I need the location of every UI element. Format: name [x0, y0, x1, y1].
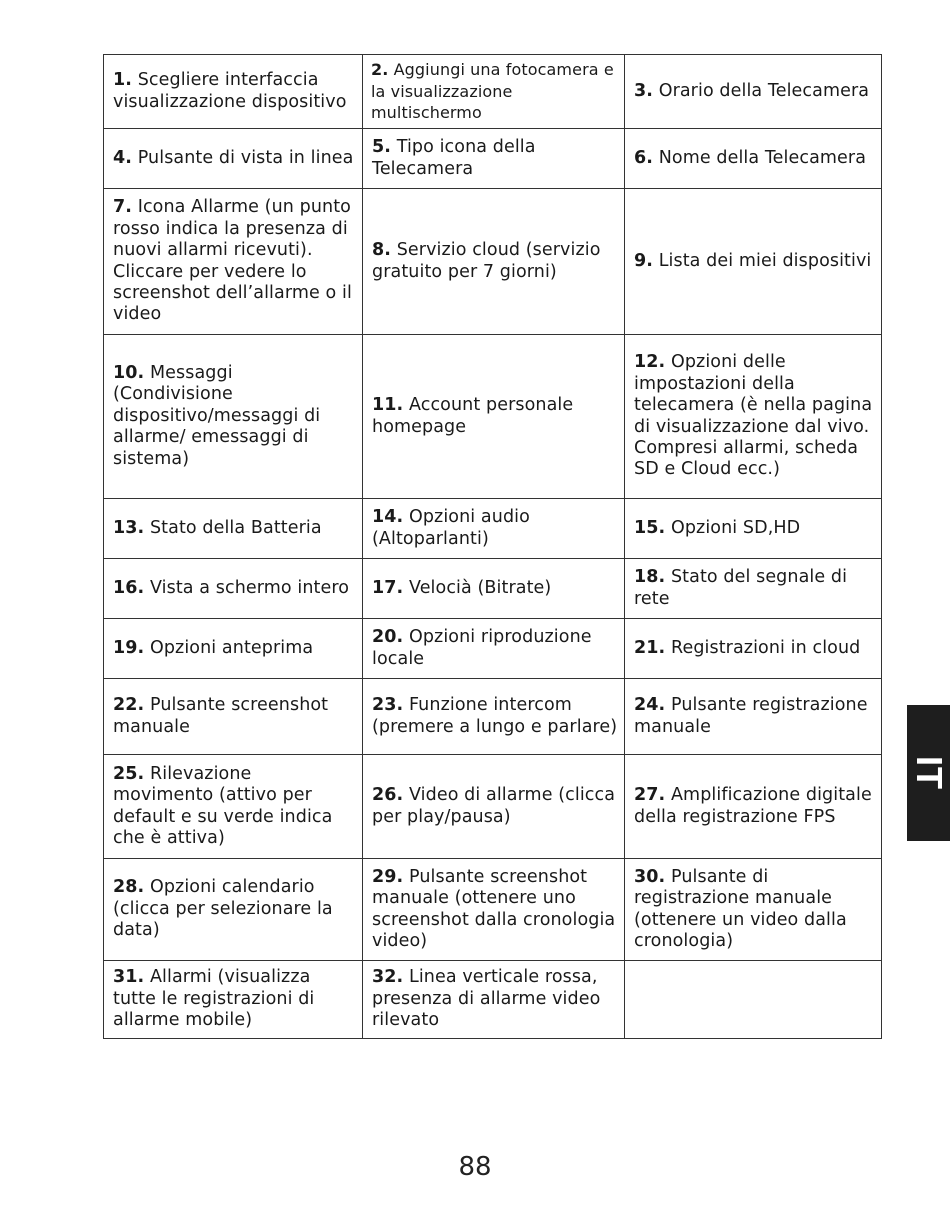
- table-cell: [104, 129, 363, 189]
- item-description: Opzioni delle impostazioni della telecamera (è nella pagina di visualizzazione dal vivo. Compresi allarmi, scheda SD e Cloud ecc.): [634, 352, 873, 480]
- table-row: [104, 129, 882, 189]
- table-cell: [363, 755, 625, 859]
- table-cell: [625, 755, 882, 859]
- item-description: Opzioni anteprima: [144, 637, 314, 658]
- table-cell: [363, 859, 625, 961]
- table-cell: [625, 189, 882, 335]
- table-cell: [363, 189, 625, 335]
- item-number: 6.: [634, 147, 654, 168]
- item-description: Tipo icona della Telecamera: [372, 137, 536, 179]
- item-description: Velocià (Bitrate): [403, 577, 552, 598]
- table-cell: [104, 619, 363, 679]
- item-number: 27.: [634, 785, 666, 806]
- item-description: Icona Allarme (un punto rosso indica la presenza di nuovi allarmi ricevuti). Cliccare per vedere lo screenshot dell’allarme o il video: [113, 197, 352, 325]
- item-description: Nome della Telecamera: [653, 147, 867, 168]
- item-description: Scegliere interfaccia visualizzazione dispositivo: [113, 70, 347, 112]
- item-description: Orario della Telecamera: [653, 80, 870, 101]
- item-description: Allarmi (visualizza tutte le registrazioni di allarme mobile): [113, 967, 315, 1031]
- table-cell: [104, 55, 363, 129]
- table-cell: [363, 499, 625, 559]
- table-cell: [625, 129, 882, 189]
- item-number: 7.: [113, 197, 133, 218]
- item-number: 3.: [634, 80, 654, 101]
- item-description: Registrazioni in cloud: [665, 637, 861, 658]
- table-row: [104, 619, 882, 679]
- table-row: [104, 189, 882, 335]
- table-cell: [625, 559, 882, 619]
- table-row: [104, 679, 882, 755]
- item-number: 15.: [634, 517, 666, 538]
- item-number: 11.: [372, 395, 404, 416]
- item-number: 16.: [113, 577, 145, 598]
- item-number: 12.: [634, 352, 666, 373]
- item-number: 29.: [372, 866, 404, 887]
- item-number: 25.: [113, 763, 145, 784]
- item-number: 17.: [372, 577, 404, 598]
- table-cell: [625, 679, 882, 755]
- item-number: 22.: [113, 695, 145, 716]
- item-number: 23.: [372, 695, 404, 716]
- item-description: Pulsante registrazione manuale: [634, 695, 868, 737]
- item-description: Opzioni SD,HD: [665, 517, 801, 538]
- item-description: Aggiungi una fotocamera e la visualizzazione multischermo: [371, 60, 614, 123]
- item-description: Amplificazione digitale della registrazione FPS: [634, 785, 872, 827]
- table-row: [104, 859, 882, 961]
- item-description: Rilevazione movimento (attivo per default e su verde indica che è attiva): [113, 763, 333, 848]
- table-cell: [625, 859, 882, 961]
- item-number: 14.: [372, 507, 404, 528]
- table-cell: [363, 129, 625, 189]
- table-row: [104, 755, 882, 859]
- item-number: 4.: [113, 147, 133, 168]
- item-description: Servizio cloud (servizio gratuito per 7 giorni): [372, 240, 601, 282]
- item-description: Video di allarme (clicca per play/pausa): [372, 785, 616, 827]
- table-cell: [104, 559, 363, 619]
- item-number: 2.: [371, 60, 389, 80]
- table-row: [104, 335, 882, 499]
- page-number: 88: [458, 1152, 492, 1182]
- language-tab-label: IT: [908, 756, 950, 790]
- item-number: 9.: [634, 250, 654, 271]
- item-description: Pulsante screenshot manuale: [113, 695, 329, 737]
- item-description: Stato della Batteria: [144, 517, 322, 538]
- table-cell: [625, 619, 882, 679]
- item-description: Stato del segnale di rete: [634, 567, 848, 609]
- item-number: 31.: [113, 967, 145, 988]
- item-description: Messaggi (Condivisione dispositivo/messaggi di allarme/ emessaggi di sistema): [113, 362, 321, 469]
- item-number: 32.: [372, 967, 404, 988]
- item-number: 5.: [372, 137, 392, 158]
- legend-table: [103, 54, 882, 1039]
- item-description: Funzione intercom (premere a lungo e parlare): [372, 695, 618, 737]
- table-cell: [625, 961, 882, 1039]
- item-number: 19.: [113, 637, 145, 658]
- table-cell: [363, 55, 625, 129]
- item-number: 8.: [372, 240, 392, 261]
- item-description: Lista dei miei dispositivi: [653, 250, 872, 271]
- table-cell: [104, 499, 363, 559]
- language-tab: [907, 705, 950, 841]
- item-number: 28.: [113, 877, 145, 898]
- table-cell: [104, 679, 363, 755]
- item-description: Opzioni audio (Altoparlanti): [372, 507, 530, 549]
- table-row: [104, 499, 882, 559]
- item-number: 10.: [113, 362, 145, 383]
- item-description: Opzioni calendario (clicca per selezionare la data): [113, 877, 333, 941]
- table-row: [104, 55, 882, 129]
- table-cell: [625, 55, 882, 129]
- table-cell: [104, 961, 363, 1039]
- item-description: Pulsante di registrazione manuale (ottenere un video dalla cronologia): [634, 866, 847, 951]
- item-number: 18.: [634, 567, 666, 588]
- item-description: Pulsante di vista in linea: [132, 147, 354, 168]
- table-cell: [363, 335, 625, 499]
- item-description: Account personale homepage: [372, 395, 574, 437]
- item-description: Pulsante screenshot manuale (ottenere uno screenshot dalla cronologia video): [372, 866, 616, 951]
- item-number: 20.: [372, 627, 404, 648]
- table-cell: [363, 619, 625, 679]
- item-number: 13.: [113, 517, 145, 538]
- item-number: 21.: [634, 637, 666, 658]
- item-description: Vista a schermo intero: [144, 577, 350, 598]
- table-cell: [625, 499, 882, 559]
- table-cell: [104, 189, 363, 335]
- table-cell: [363, 679, 625, 755]
- table-cell: [104, 859, 363, 961]
- table-cell: [104, 335, 363, 499]
- item-description: Linea verticale rossa, presenza di allarme video rilevato: [372, 967, 601, 1031]
- item-number: 26.: [372, 785, 404, 806]
- legend-table-body: [104, 55, 882, 1039]
- table-cell: [363, 961, 625, 1039]
- table-cell: [104, 755, 363, 859]
- table-cell: [363, 559, 625, 619]
- table-row: [104, 961, 882, 1039]
- table-cell: [625, 335, 882, 499]
- table-row: [104, 559, 882, 619]
- item-number: 1.: [113, 70, 133, 91]
- item-description: Opzioni riproduzione locale: [372, 627, 592, 669]
- item-number: 24.: [634, 695, 666, 716]
- item-number: 30.: [634, 866, 666, 887]
